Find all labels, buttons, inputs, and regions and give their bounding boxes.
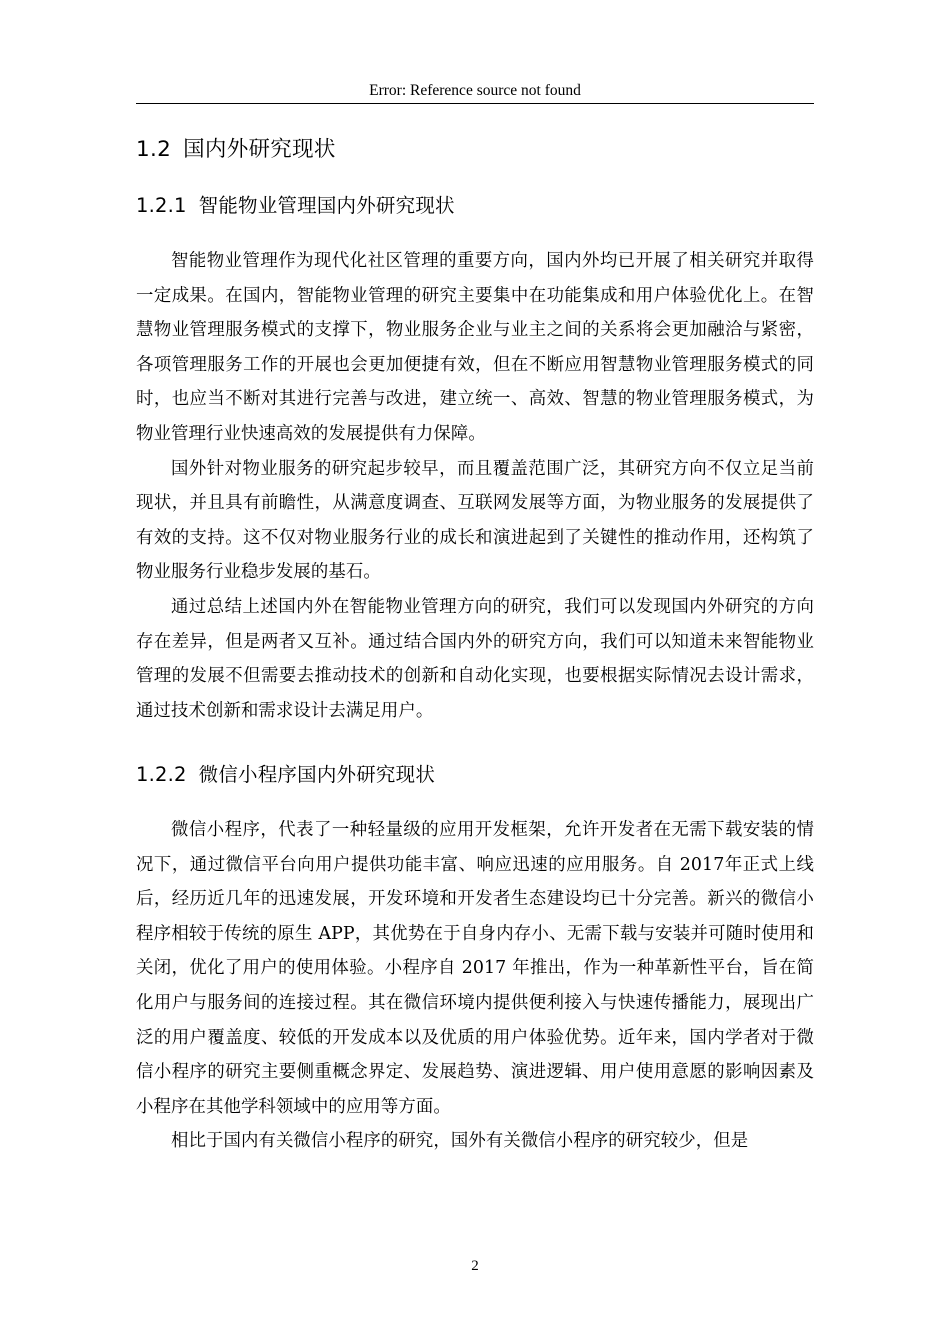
- paragraph: 相比于国内有关微信小程序的研究，国外有关微信小程序的研究较少，但是: [171, 1131, 749, 1152]
- subsection-number: 1.2.1: [136, 194, 187, 217]
- subsection-title: 智能物业管理国内外研究现状: [198, 194, 455, 217]
- page-number: 2: [471, 1258, 479, 1274]
- header-rule: [136, 103, 814, 104]
- section-number: 1.2: [136, 137, 172, 162]
- paragraph: 智能物业管理作为现代化社区管理的重要方向，国内外均已开展了相关研究并取得一定成果。在国内，智能物业管理的研究主要集中在功能集成和用户体验优化上。在智慧物业管理服务模式的支撑下，物业服务企业与业主之间的关系将会更加融洽与紧密，各项管理服务工作的开展也会更加便捷有效，但在不断应用智慧物业管理服务模式的同时，也应当不断对其进行完善与改进，建立统一、高效、智慧的物业管理服务模式，为物业管理行业快速高效的发展提供有力保障。: [136, 251, 814, 444]
- subsection-heading-2: [136, 759, 435, 787]
- subsection-number: 1.2.2: [136, 763, 187, 786]
- section-heading: [136, 132, 336, 163]
- running-header: Error: Reference source not found: [369, 82, 581, 99]
- paragraph: 微信小程序，代表了一种轻量级的应用开发框架，允许开发者在无需下载安装的情况下，通过微信平台向用户提供功能丰富、响应迅速的应用服务。自 2017年正式上线后，经历近几年的迅速发展，开发环境和开发者生态建设均已十分完善。新兴的微信小程序相较于传统的原生 APP，其优势在于自身内存小、无需下载与安装并可随时使用和关闭，优化了用户的使用体验。小程序自 2017 年推出，作为一种革新性平台，旨在简化用户与服务间的连接过程。其在微信环境内提供便利接入与快速传播能力，展现出广泛的用户覆盖度、较低的开发成本以及优质的用户体验优势。近年来，国内学者对于微信小程序的研究主要侧重概念界定、发展趋势、演进逻辑、用户使用意愿的影响因素及小程序在其他学科领域中的应用等方面。: [136, 820, 814, 1117]
- subsection-heading-1: [136, 190, 455, 218]
- subsection-2-body: [136, 813, 814, 1159]
- subsection-1-body: [136, 244, 814, 728]
- paragraph: 国外针对物业服务的研究起步较早，而且覆盖范围广泛，其研究方向不仅立足当前现状，并且具有前瞻性，从满意度调查、互联网发展等方面，为物业服务的发展提供了有效的支持。这不仅对物业服务行业的成长和演进起到了关键性的推动作用，还构筑了物业服务行业稳步发展的基石。: [136, 458, 814, 583]
- section-title: 国内外研究现状: [183, 137, 336, 162]
- paragraph: 通过总结上述国内外在智能物业管理方向的研究，我们可以发现国内外研究的方向存在差异，但是两者又互补。通过结合国内外的研究方向，我们可以知道未来智能物业管理的发展不但需要去推动技术的创新和自动化实现，也要根据实际情况去设计需求，通过技术创新和需求设计去满足用户。: [136, 596, 814, 721]
- subsection-title: 微信小程序国内外研究现状: [198, 763, 436, 786]
